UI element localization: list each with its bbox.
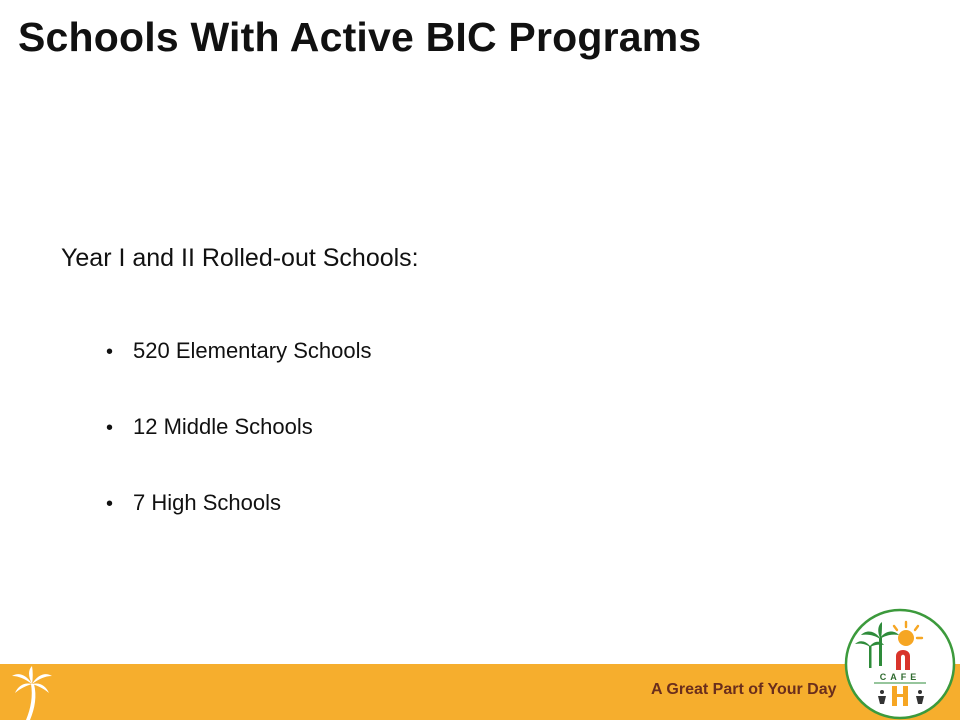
cafe-logo xyxy=(844,608,956,720)
bullet-list xyxy=(106,332,371,560)
subheading: Year I and II Rolled-out Schools: xyxy=(61,244,419,272)
tagline: A Great Part of Your Day xyxy=(651,681,837,698)
list-item xyxy=(106,408,371,446)
bullet-text: 12 Middle Schools xyxy=(133,414,313,439)
bullet-text: 7 High Schools xyxy=(133,490,281,515)
logo-text: CAFE xyxy=(879,672,921,682)
bullet-icon: • xyxy=(106,341,114,363)
bullet-icon: • xyxy=(106,417,114,439)
bullet-icon: • xyxy=(106,493,114,515)
list-item xyxy=(106,332,371,370)
palm-tree-icon xyxy=(10,666,54,720)
slide-title: Schools With Active BIC Programs xyxy=(18,14,702,60)
list-item xyxy=(106,484,371,522)
bullet-text: 520 Elementary Schools xyxy=(133,338,372,363)
